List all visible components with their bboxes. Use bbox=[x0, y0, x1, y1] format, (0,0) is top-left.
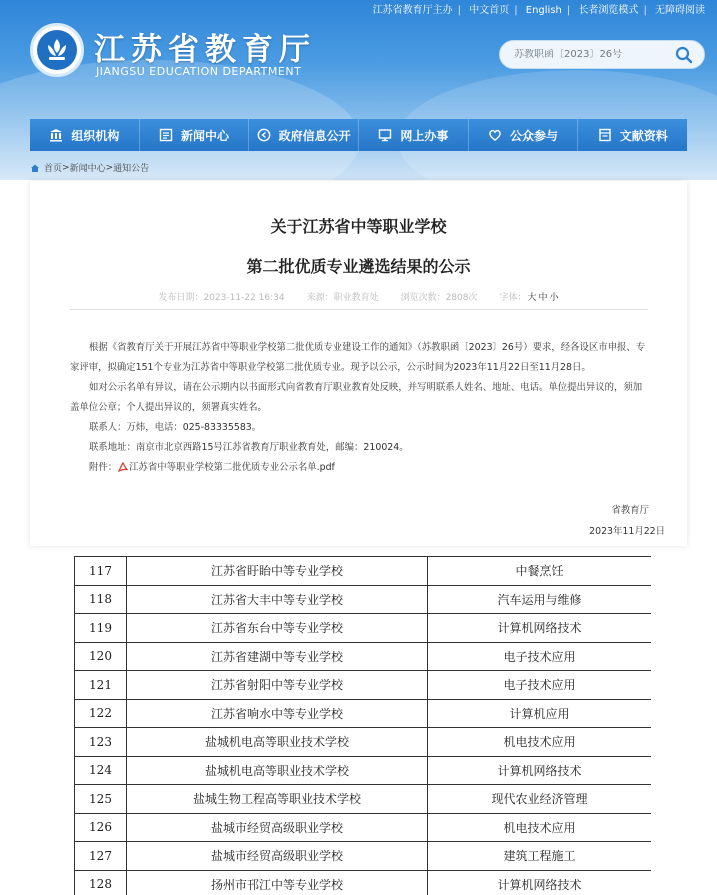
nav-item-gov-info[interactable] bbox=[249, 119, 359, 151]
article-source: 来源：职业教育处 bbox=[306, 293, 379, 303]
top-link-elder-mode[interactable]: 长者浏览模式 bbox=[578, 5, 639, 16]
school-name: 扬州市邗江中等专业学校 bbox=[127, 870, 428, 895]
row-number: 122 bbox=[75, 699, 127, 728]
major-name: 电子技术应用 bbox=[428, 671, 652, 700]
school-name: 江苏省响水中等专业学校 bbox=[127, 699, 428, 728]
article-card bbox=[30, 181, 687, 546]
publish-date: 发布日期：2023-11-22 16:34 bbox=[158, 293, 285, 303]
row-number: 117 bbox=[75, 557, 127, 586]
nav-label: 公众参与 bbox=[510, 128, 559, 143]
school-name: 盐城生物工程高等职业技术学校 bbox=[127, 785, 428, 814]
signature-org: 省教育厅 bbox=[611, 505, 649, 516]
major-name: 建筑工程施工 bbox=[428, 842, 652, 871]
breadcrumb-news[interactable]: 新闻中心 bbox=[69, 164, 106, 174]
article-meta bbox=[70, 284, 648, 310]
article-title-line2: 第二批优质专业遴选结果的公示 bbox=[246, 257, 471, 276]
top-link-home[interactable]: 中文首页 bbox=[469, 5, 510, 16]
major-name: 计算机网络技术 bbox=[428, 614, 652, 643]
school-name: 盐城市经贸高级职业学校 bbox=[127, 813, 428, 842]
building-icon bbox=[49, 128, 63, 142]
school-name: 盐城机电高等职业技术学校 bbox=[127, 756, 428, 785]
table-row bbox=[75, 671, 652, 700]
nav-label: 网上办事 bbox=[400, 128, 449, 143]
document-icon bbox=[598, 128, 612, 142]
major-name: 汽车运用与维修 bbox=[428, 585, 652, 614]
main-nav bbox=[30, 119, 687, 151]
row-number: 127 bbox=[75, 842, 127, 871]
font-size-small[interactable]: 小 bbox=[549, 293, 559, 303]
pdf-icon bbox=[118, 462, 128, 473]
attachment-link[interactable]: 江苏省中等职业学校第二批优质专业公示名单.pdf bbox=[129, 462, 335, 473]
table-row bbox=[75, 585, 652, 614]
top-links: 江苏省教育厅主办 | 中文首页 | English | 长者浏览模式 | 无障碍阅读 bbox=[373, 1, 705, 15]
nav-label: 组织机构 bbox=[71, 128, 120, 143]
table-row bbox=[75, 557, 652, 586]
search-input[interactable] bbox=[514, 49, 674, 60]
nav-label: 政府信息公开 bbox=[278, 128, 351, 143]
nav-item-organization[interactable] bbox=[30, 119, 140, 151]
major-name: 电子技术应用 bbox=[428, 642, 652, 671]
major-name: 中餐烹饪 bbox=[428, 557, 652, 586]
row-number: 119 bbox=[75, 614, 127, 643]
school-name: 盐城市经贸高级职业学校 bbox=[127, 842, 428, 871]
row-number: 124 bbox=[75, 756, 127, 785]
row-number: 125 bbox=[75, 785, 127, 814]
major-name: 机电技术应用 bbox=[428, 813, 652, 842]
breadcrumb-notices[interactable]: 通知公告 bbox=[113, 164, 150, 174]
school-name: 江苏省建湖中等专业学校 bbox=[127, 642, 428, 671]
major-name: 计算机应用 bbox=[428, 699, 652, 728]
row-number: 126 bbox=[75, 813, 127, 842]
view-count: 浏览次数：2808次 bbox=[400, 293, 478, 303]
nav-item-documents[interactable] bbox=[578, 119, 687, 151]
heart-icon bbox=[488, 128, 502, 142]
article-title-line1: 关于江苏省中等职业学校 bbox=[270, 217, 447, 236]
breadcrumb-home[interactable]: 首页 bbox=[44, 164, 63, 174]
search-icon[interactable] bbox=[674, 45, 694, 65]
table-row bbox=[75, 728, 652, 757]
signature-date: 2023年11月22日 bbox=[589, 526, 665, 537]
school-name: 江苏省大丰中等专业学校 bbox=[127, 585, 428, 614]
row-number: 128 bbox=[75, 870, 127, 895]
row-number: 120 bbox=[75, 642, 127, 671]
nav-label: 新闻中心 bbox=[181, 128, 230, 143]
info-icon bbox=[257, 128, 271, 142]
row-number: 121 bbox=[75, 671, 127, 700]
logo-emblem-icon[interactable] bbox=[30, 23, 84, 77]
row-number: 123 bbox=[75, 728, 127, 757]
school-name: 江苏省盱眙中等专业学校 bbox=[127, 557, 428, 586]
table-row bbox=[75, 756, 652, 785]
site-header bbox=[0, 0, 717, 180]
font-size-large[interactable]: 大 bbox=[527, 293, 537, 303]
attachment-table bbox=[74, 556, 651, 895]
nav-item-online-service[interactable] bbox=[359, 119, 469, 151]
font-size-label: 字体： bbox=[499, 293, 527, 303]
attachment-line bbox=[70, 458, 648, 478]
article-body bbox=[70, 338, 648, 478]
top-link-host: 江苏省教育厅主办 bbox=[372, 5, 453, 16]
article-paragraph: 根据《省教育厅关于开展江苏省中等职业学校第二批优质专业建设工作的通知》（苏教职函〔2023〕26号）要求，经各设区市申报、专家评审，拟确定151个专业为江苏省中等职业学校第二批优质专业。现予以公示，公示时间为2023年11月22日至11月28日。 bbox=[70, 342, 646, 373]
major-name: 计算机网络技术 bbox=[428, 756, 652, 785]
breadcrumb: 首页 > 新闻中心 > 通知公告 bbox=[30, 161, 149, 174]
site-logo-title[interactable]: 江苏省教育厅 bbox=[94, 32, 316, 68]
article-paragraph: 如对公示名单有异议，请在公示期内以书面形式向省教育厅职业教育处反映，并写明联系人姓名、地址、电话。单位提出异议的，须加盖单位公章；个人提出异议的，须署真实姓名。 bbox=[70, 382, 643, 413]
school-name: 盐城机电高等职业技术学校 bbox=[127, 728, 428, 757]
school-name: 江苏省东台中等专业学校 bbox=[127, 614, 428, 643]
home-icon bbox=[30, 163, 40, 173]
table-row bbox=[75, 870, 652, 895]
table-row bbox=[75, 842, 652, 871]
nav-item-news[interactable] bbox=[140, 119, 250, 151]
top-link-english[interactable]: English bbox=[525, 5, 562, 16]
attachment-label: 附件： bbox=[89, 462, 118, 473]
table-row bbox=[75, 813, 652, 842]
row-number: 118 bbox=[75, 585, 127, 614]
table-row bbox=[75, 642, 652, 671]
news-icon bbox=[159, 128, 173, 142]
contact-line: 联系人：万炜，电话：025-83335583。 bbox=[89, 422, 262, 433]
search-box bbox=[499, 40, 705, 69]
table-row bbox=[75, 614, 652, 643]
school-name: 江苏省射阳中等专业学校 bbox=[127, 671, 428, 700]
table-row bbox=[75, 699, 652, 728]
nav-item-public-participation[interactable] bbox=[469, 119, 579, 151]
nav-label: 文献资料 bbox=[619, 128, 668, 143]
font-size-switcher bbox=[499, 290, 559, 303]
table-row bbox=[75, 785, 652, 814]
major-name: 计算机网络技术 bbox=[428, 870, 652, 895]
font-size-medium[interactable]: 中 bbox=[538, 293, 548, 303]
site-logo-subtitle: JIANGSU EDUCATION DEPARTMENT bbox=[96, 65, 302, 78]
address-line: 联系地址：南京市北京西路15号江苏省教育厅职业教育处，邮编：210024。 bbox=[89, 442, 409, 453]
major-name: 现代农业经济管理 bbox=[428, 785, 652, 814]
major-name: 机电技术应用 bbox=[428, 728, 652, 757]
top-link-accessibility[interactable]: 无障碍阅读 bbox=[655, 5, 705, 16]
monitor-icon bbox=[378, 128, 392, 142]
